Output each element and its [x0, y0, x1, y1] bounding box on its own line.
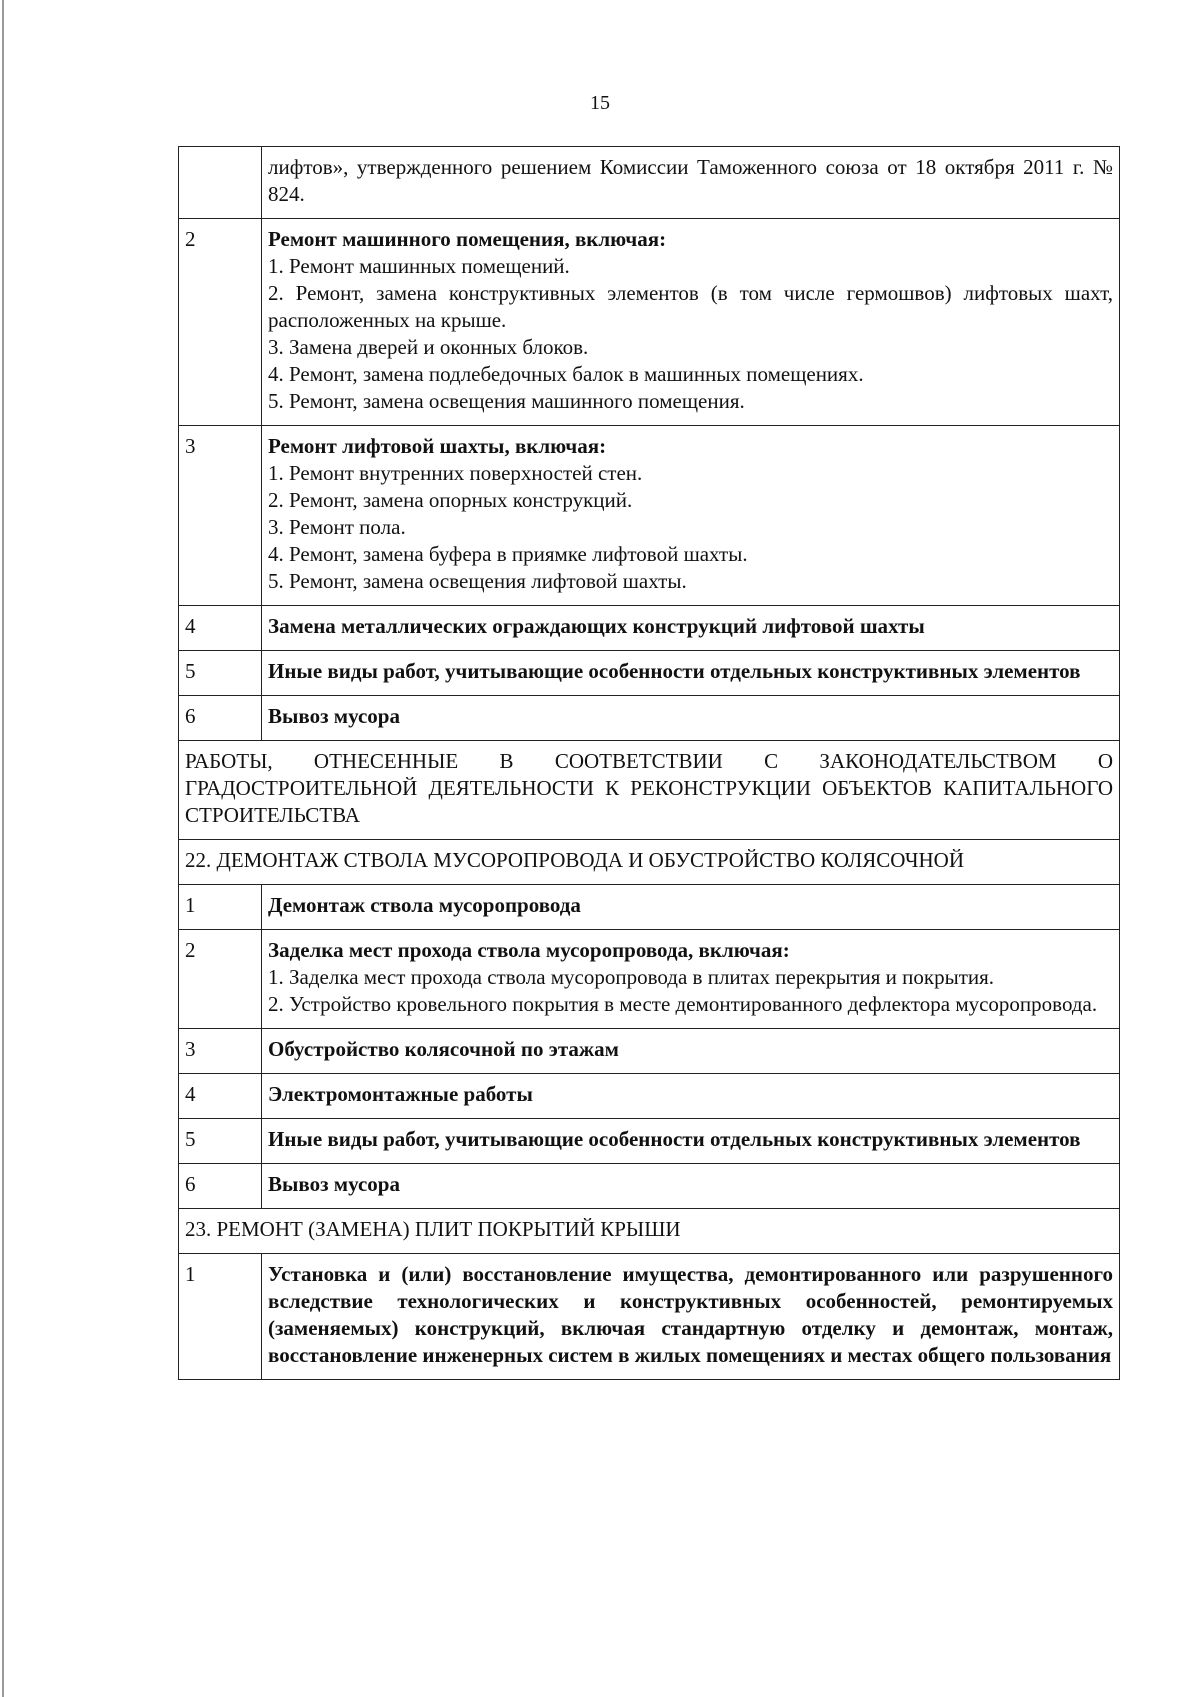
section-row — [179, 1209, 1120, 1254]
row-heading: Замена металлических ограждающих конструкций лифтовой шахты — [268, 614, 925, 638]
list-item: 5. Ремонт, замена освещения машинного помещения. — [268, 389, 745, 413]
list-item: 4. Ремонт, замена буфера в приямке лифтовой шахты. — [268, 542, 748, 566]
row-number: 1 — [179, 1254, 262, 1380]
row-heading: Вывоз мусора — [268, 704, 400, 728]
row-content — [262, 885, 1120, 930]
table-row — [179, 1164, 1120, 1209]
table-row — [179, 147, 1120, 219]
row-content — [262, 651, 1120, 696]
row-heading: Иные виды работ, учитывающие особенности отдельных конструктивных элементов — [268, 659, 1081, 683]
list-item: 2. Устройство кровельного покрытия в месте демонтированного дефлектора мусоропровода. — [268, 992, 1098, 1016]
table-row — [179, 651, 1120, 696]
page-number: 15 — [590, 92, 610, 114]
row-number: 6 — [179, 696, 262, 741]
row-content — [262, 1074, 1120, 1119]
row-number: 4 — [179, 606, 262, 651]
row-number: 2 — [179, 219, 262, 426]
table-row — [179, 1254, 1120, 1380]
row-content — [262, 1164, 1120, 1209]
row-content — [262, 147, 1120, 219]
row-number: 5 — [179, 651, 262, 696]
section-row — [179, 741, 1120, 840]
section-heading-reconstruction — [179, 741, 1120, 840]
list-item: 4. Ремонт, замена подлебедочных балок в машинных помещениях. — [268, 362, 864, 386]
row-heading: Ремонт машинного помещения, включая: — [268, 227, 667, 251]
section-title: РАБОТЫ, ОТНЕСЕННЫЕ В СООТВЕТСТВИИ С ЗАКОНОДАТЕЛЬСТВОМ О ГРАДОСТРОИТЕЛЬНОЙ ДЕЯТЕЛЬНОСТИ К РЕКОНСТРУКЦИИ ОБЪЕКТОВ КАПИТАЛЬНОГО СТРОИТЕЛЬСТВА — [185, 749, 1113, 827]
table-row — [179, 1029, 1120, 1074]
section-row — [179, 840, 1120, 885]
table-row — [179, 696, 1120, 741]
works-table — [178, 146, 1120, 1380]
row-heading: Ремонт лифтовой шахты, включая: — [268, 434, 607, 458]
row-text: лифтов», утвержденного решением Комиссии Таможенного союза от 18 октября 2011 г. № 824. — [268, 155, 1113, 206]
row-number: 3 — [179, 426, 262, 606]
row-heading: Заделка мест прохода ствола мусоропровода, включая: — [268, 938, 790, 962]
section-title: 22. ДЕМОНТАЖ СТВОЛА МУСОРОПРОВОДА И ОБУСТРОЙСТВО КОЛЯСОЧНОЙ — [185, 848, 965, 872]
list-item: 1. Заделка мест прохода ствола мусоропровода в плитах перекрытия и покрытия. — [268, 965, 995, 989]
row-content — [262, 1029, 1120, 1074]
row-heading: Вывоз мусора — [268, 1172, 400, 1196]
list-item: 2. Ремонт, замена конструктивных элементов (в том числе гермошвов) лифтовых шахт, расположенных на крыше. — [268, 281, 1113, 332]
row-heading: Демонтаж ствола мусоропровода — [268, 893, 581, 917]
list-item: 1. Ремонт внутренних поверхностей стен. — [268, 461, 643, 485]
list-item: 3. Ремонт пола. — [268, 515, 406, 539]
row-number — [179, 147, 262, 219]
table-row — [179, 1119, 1120, 1164]
row-content — [262, 426, 1120, 606]
section-title: 23. РЕМОНТ (ЗАМЕНА) ПЛИТ ПОКРЫТИЙ КРЫШИ — [185, 1217, 681, 1241]
table-row — [179, 219, 1120, 426]
list-item: 1. Ремонт машинных помещений. — [268, 254, 570, 278]
row-content — [262, 1254, 1120, 1380]
row-heading: Обустройство колясочной по этажам — [268, 1037, 619, 1061]
row-content — [262, 696, 1120, 741]
row-number: 2 — [179, 930, 262, 1029]
table-row — [179, 885, 1120, 930]
table-row — [179, 426, 1120, 606]
row-number: 1 — [179, 885, 262, 930]
list-item: 2. Ремонт, замена опорных конструкций. — [268, 488, 633, 512]
table-row — [179, 606, 1120, 651]
table-row — [179, 1074, 1120, 1119]
row-heading: Установка и (или) восстановление имущества, демонтированного или разрушенного вследствие технологических и конструктивных особенностей, ремонтируемых (заменяемых) конструкций, включая стандартную отделку и демонтаж, монтаж, восстановление инженерных систем в жилых помещениях и местах общего пользования — [268, 1262, 1113, 1367]
row-heading: Электромонтажные работы — [268, 1082, 533, 1106]
row-content — [262, 1119, 1120, 1164]
section-heading-23 — [179, 1209, 1120, 1254]
list-item: 5. Ремонт, замена освещения лифтовой шахты. — [268, 569, 687, 593]
page-left-edge — [2, 0, 4, 1697]
list-item: 3. Замена дверей и оконных блоков. — [268, 335, 589, 359]
row-heading: Иные виды работ, учитывающие особенности отдельных конструктивных элементов — [268, 1127, 1081, 1151]
row-content — [262, 930, 1120, 1029]
row-number: 3 — [179, 1029, 262, 1074]
row-number: 4 — [179, 1074, 262, 1119]
section-heading-22 — [179, 840, 1120, 885]
row-number: 5 — [179, 1119, 262, 1164]
row-content — [262, 606, 1120, 651]
row-number: 6 — [179, 1164, 262, 1209]
row-content — [262, 219, 1120, 426]
table-row — [179, 930, 1120, 1029]
